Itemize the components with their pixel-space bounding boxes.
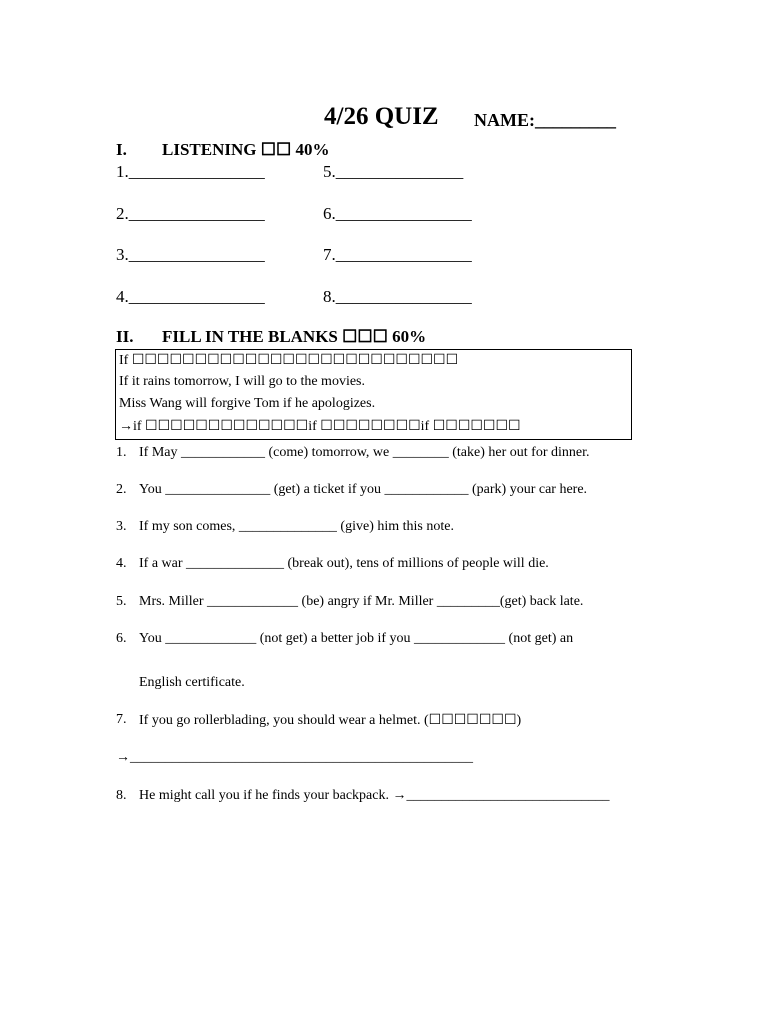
listening-blank-7: 7.________________: [323, 245, 472, 264]
question-1-text: If May ____________ (come) tomorrow, we ________ (take) her out for dinner.: [139, 445, 590, 460]
question-8-text: He might call you if he finds your backpack. →_____________________________: [139, 788, 610, 803]
section1-heading: LISTENING ☐☐ 40%: [162, 140, 330, 159]
question-3-text: If my son comes, ______________ (give) him this note.: [139, 519, 454, 534]
question-2-text: You _______________ (get) a ticket if you ____________ (park) your car here.: [139, 482, 588, 497]
question-2-number: 2.: [116, 482, 127, 497]
listening-blank-6: 6.________________: [323, 204, 472, 223]
quiz-title: 4/26 QUIZ: [324, 103, 439, 130]
grammar-rule-box: [115, 349, 632, 440]
question-6-text: You _____________ (not get) a better job if you _____________ (not get) an: [139, 631, 574, 646]
question-7-answer-line: →_________________________________________________: [116, 750, 473, 765]
listening-blank-3: 3.________________: [116, 245, 265, 264]
listening-blank-4: 4.________________: [116, 287, 265, 306]
question-1-number: 1.: [116, 445, 127, 460]
question-5-text: Mrs. Miller _____________ (be) angry if Mr. Miller _________(get) back late.: [139, 594, 584, 609]
rule-example-1: If it rains tomorrow, I will go to the movies.: [119, 374, 365, 389]
section1-number: I.: [116, 140, 127, 159]
name-field: NAME:_________: [474, 110, 616, 130]
listening-blank-8: 8.________________: [323, 287, 472, 306]
rule-example-2: Miss Wang will forgive Tom if he apologizes.: [119, 396, 376, 411]
listening-blank-2: 2.________________: [116, 204, 265, 223]
question-5-number: 5.: [116, 594, 127, 609]
question-4-text: If a war ______________ (break out), tens of millions of people will die.: [139, 556, 549, 571]
listening-blank-1: 1.________________: [116, 162, 265, 181]
question-4-number: 4.: [116, 556, 127, 571]
listening-blank-5: 5._______________: [323, 162, 464, 181]
question-6-number: 6.: [116, 631, 127, 646]
rule-line-1: If ☐☐☐☐☐☐☐☐☐☐☐☐☐☐☐☐☐☐☐☐☐☐☐☐☐☐: [119, 353, 459, 368]
section2-heading: FILL IN THE BLANKS ☐☐☐ 60%: [162, 327, 427, 346]
question-8-number: 8.: [116, 788, 127, 803]
question-7-number: 7.: [116, 712, 127, 727]
rule-line-4: →if ☐☐☐☐☐☐☐☐☐☐☐☐☐if ☐☐☐☐☐☐☐☐if ☐☐☐☐☐☐☐: [119, 419, 521, 434]
question-3-number: 3.: [116, 519, 127, 534]
question-6-continuation: English certificate.: [139, 675, 245, 690]
section2-number: II.: [116, 327, 134, 346]
question-7-text: If you go rollerblading, you should wear a helmet. (☐☐☐☐☐☐☐): [139, 713, 522, 728]
